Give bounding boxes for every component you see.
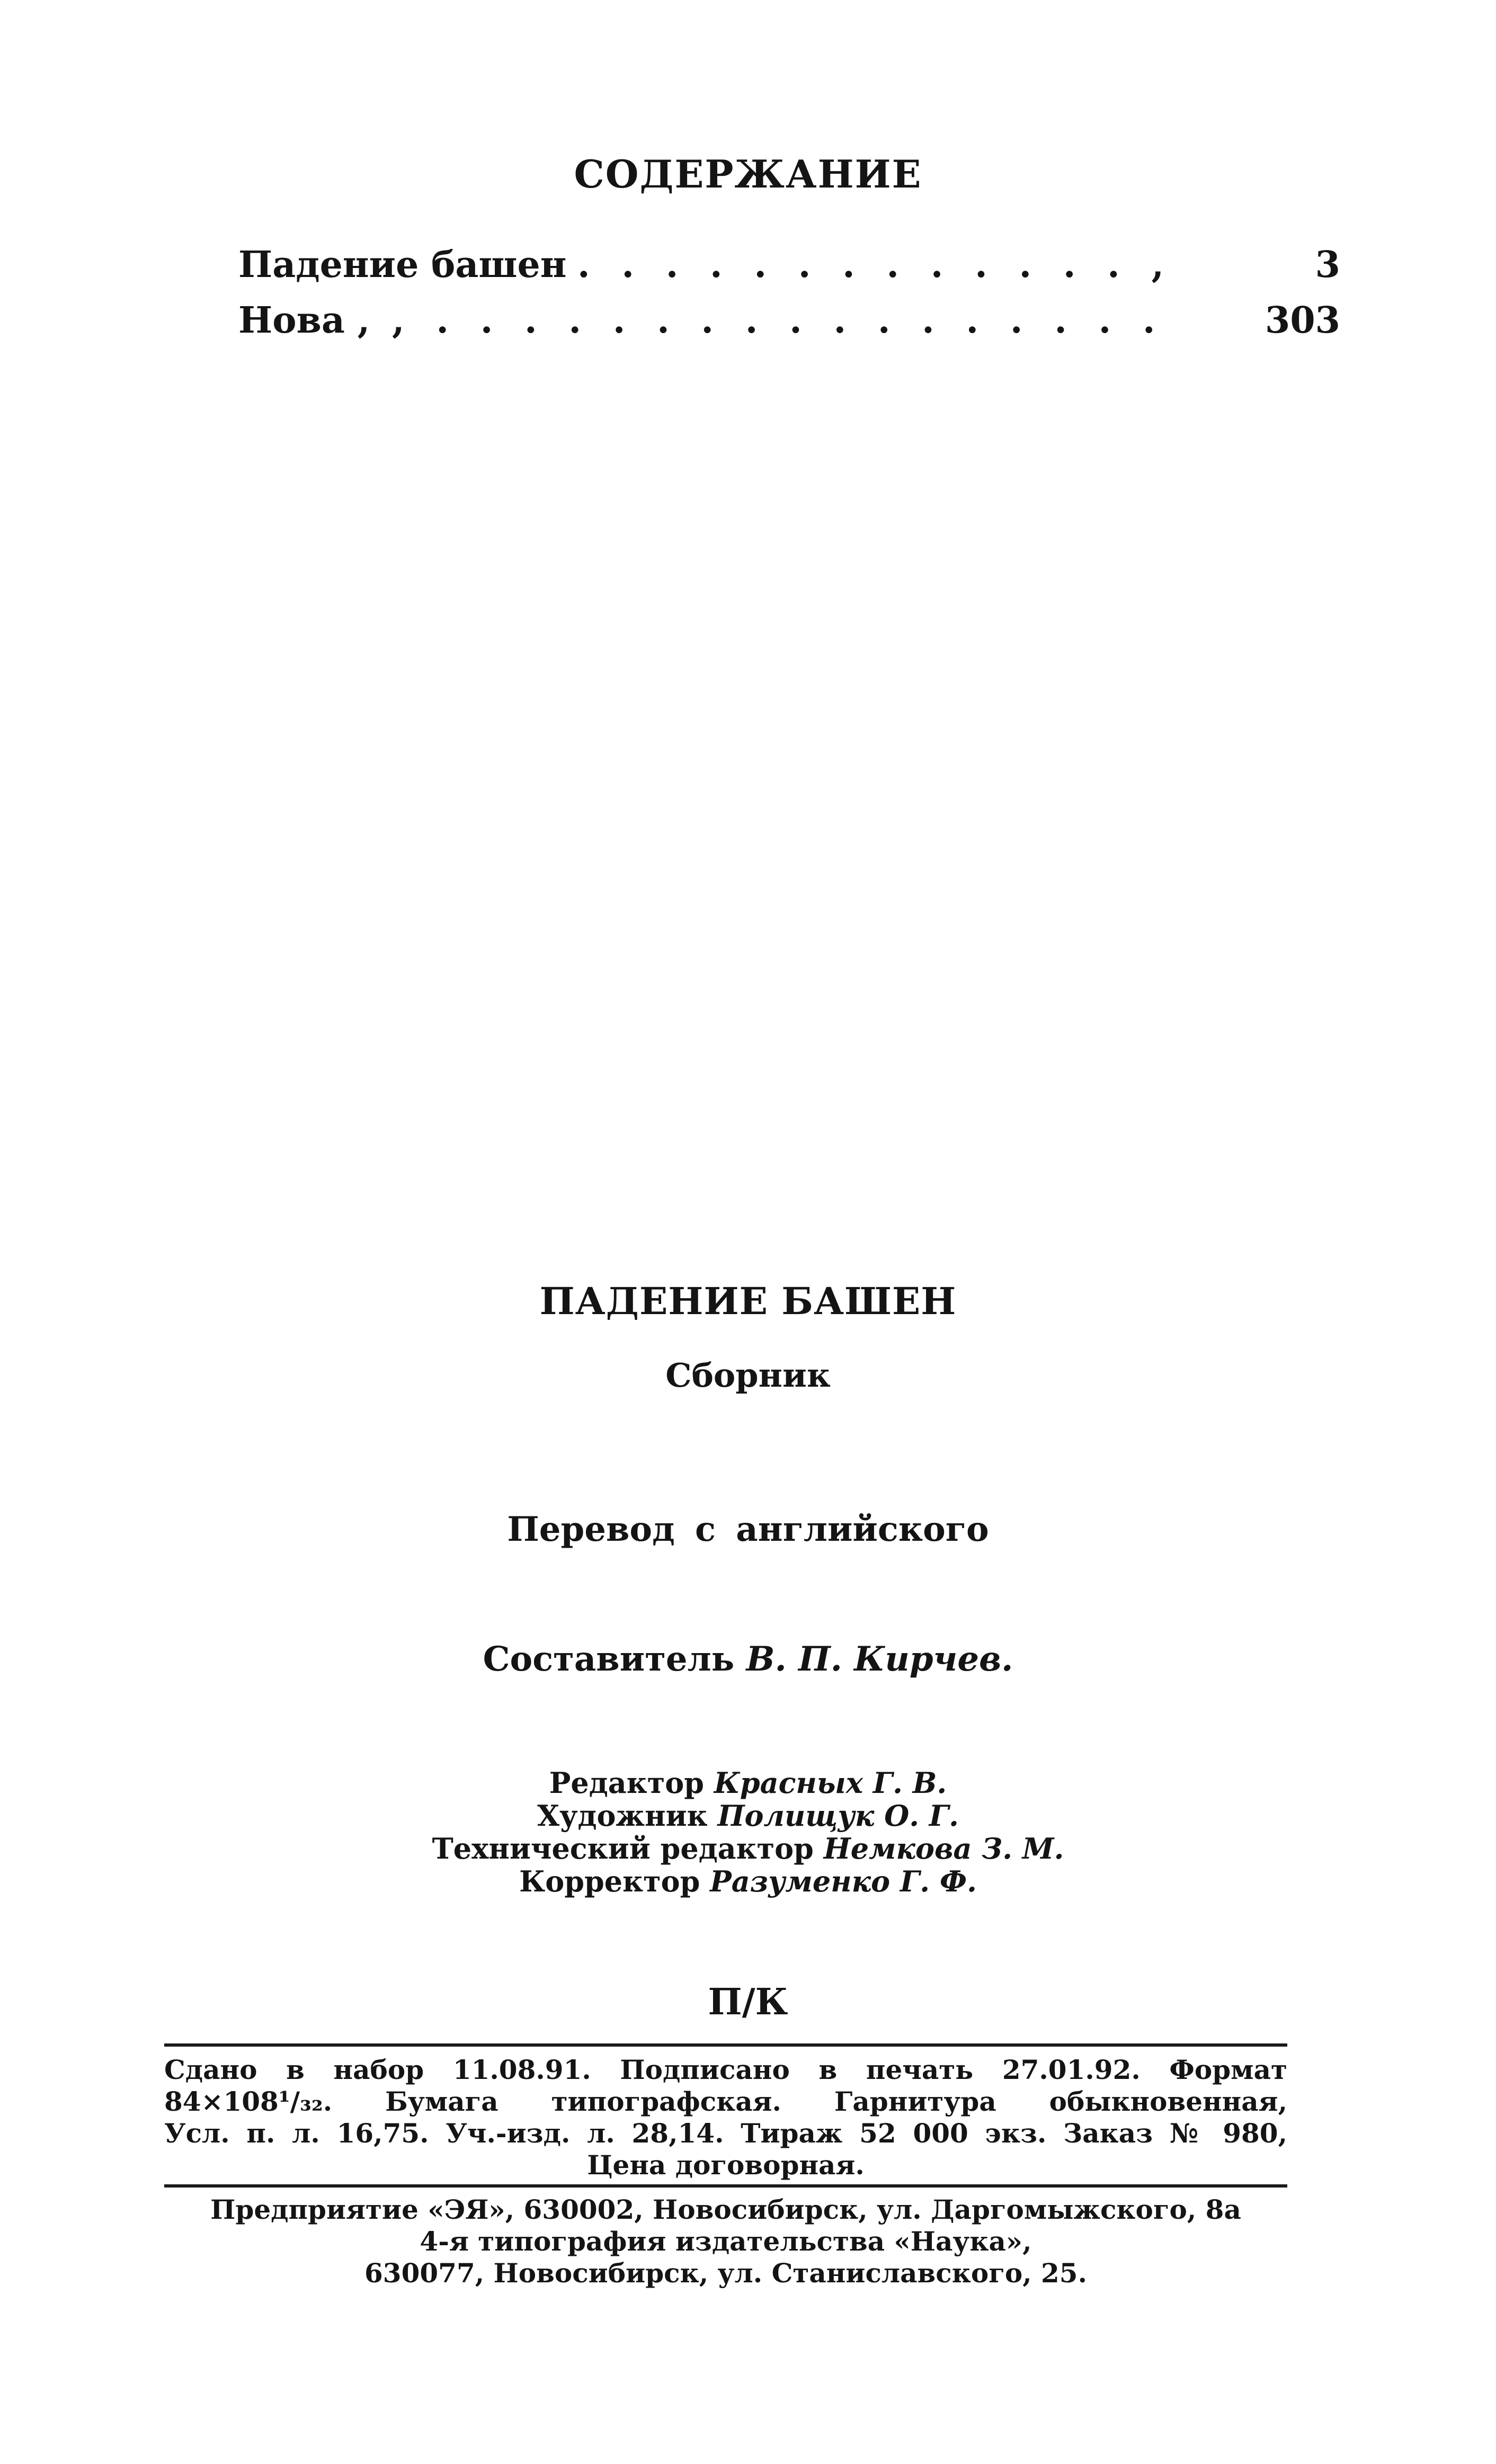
toc-title: СОДЕРЖАНИЕ <box>574 151 922 197</box>
credit-line <box>0 1799 1496 1832</box>
translation-note: Перевод с английского <box>507 1510 989 1549</box>
price-line: Цена договорная. <box>587 2149 865 2181</box>
book-title: ПАДЕНИЕ БАШЕН <box>539 1279 957 1323</box>
toc-entry-label: Нова , <box>238 299 370 342</box>
toc-entry[interactable] <box>238 244 1340 302</box>
credits-block <box>0 1766 1496 1898</box>
compiler-name: В. П. Кирчев. <box>746 1639 1013 1679</box>
credit-line <box>0 1865 1496 1898</box>
publisher-line: 4-я типография издательства «Наука», <box>420 2226 1032 2257</box>
divider-top <box>164 2043 1287 2047</box>
credit-role: Корректор <box>519 1864 700 1898</box>
credit-role: Редактор <box>549 1766 704 1800</box>
toc-entry-page: 3 <box>1315 244 1340 286</box>
printing-line: Сдано в набор 11.08.91. Подписано в печать 27.01.92. Формат <box>164 2054 1287 2085</box>
toc-entry[interactable] <box>238 299 1340 358</box>
printing-details <box>164 2054 1287 2181</box>
credit-role: Технический редактор <box>432 1832 814 1865</box>
credit-role: Художник <box>537 1799 708 1833</box>
publisher-line: Предприятие «ЭЯ», 630002, Новосибирск, ул. Даргомыжского, 8а <box>210 2194 1241 2225</box>
credit-line <box>0 1766 1496 1799</box>
credit-line <box>0 1832 1496 1865</box>
divider-bottom <box>164 2184 1287 2188</box>
toc-leader-dots: , . . . . . . . . . . . . . . . . . <box>392 299 1165 342</box>
credit-name: Красных Г. В. <box>714 1766 947 1800</box>
credit-name: Полищук О. Г. <box>717 1799 959 1833</box>
toc-entry-page: 303 <box>1265 299 1340 342</box>
book-subtitle: Сборник <box>665 1356 831 1395</box>
toc-leader-dots: . . . . . . . . . . . . . , <box>577 244 1174 286</box>
compiler-label: Составитель <box>483 1639 735 1679</box>
compiler-line <box>0 1639 1496 1679</box>
printing-line: Усл. п. л. 16,75. Уч.-изд. л. 28,14. Тираж 52 000 экз. Заказ № 980, <box>164 2118 1287 2149</box>
toc-entry-label: Падение башен <box>238 244 567 286</box>
credit-name: Разуменко Г. Ф. <box>710 1864 977 1898</box>
credit-name: Немкова З. М. <box>823 1832 1064 1865</box>
publisher-line: 630077, Новосибирск, ул. Станиславского, 25. <box>364 2257 1087 2289</box>
printing-line: 84×108¹/₃₂. Бумага типографская. Гарнитура обыкновенная, <box>164 2086 1287 2117</box>
imprint-code: П/К <box>708 1981 788 2023</box>
publisher-details <box>164 2194 1287 2289</box>
